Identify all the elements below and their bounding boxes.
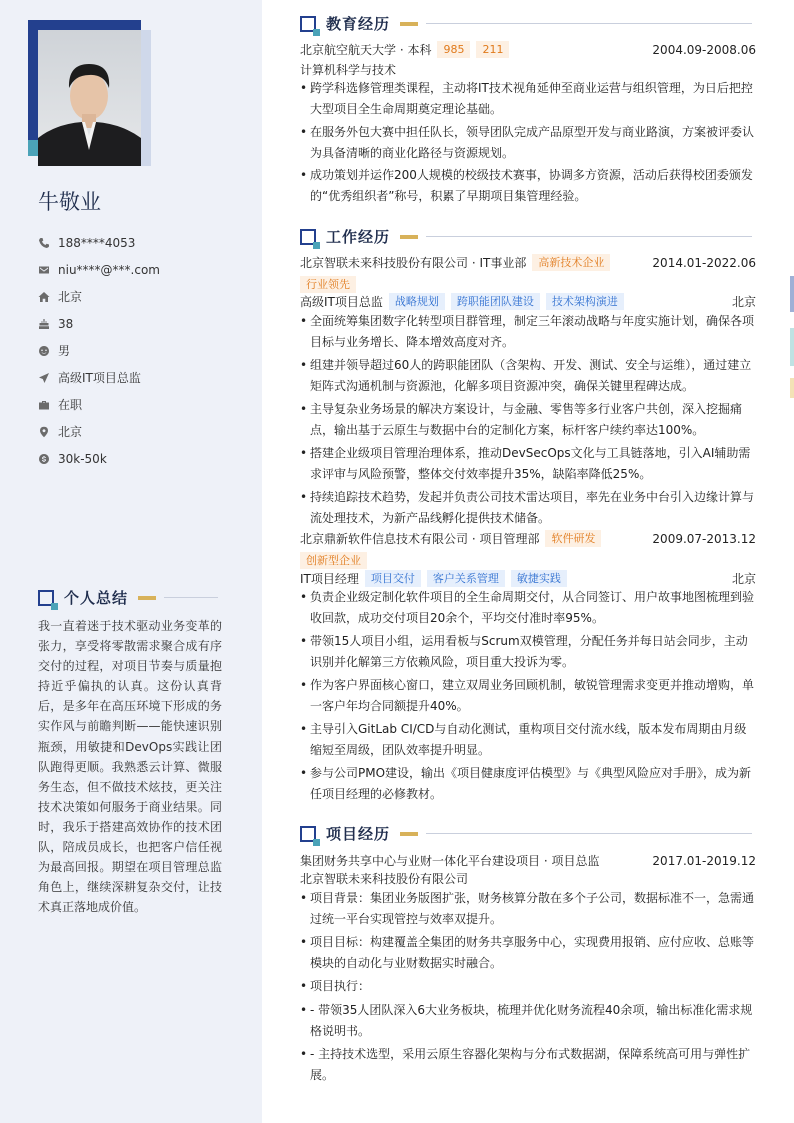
job-bullet: • 主导引入GitLab CI/CD与自动化测试，重构项目交付流水线，版本发布周期由月级缩短至周级，团队效率提升明显。 [300, 719, 756, 760]
education-section-header [300, 13, 752, 34]
projects-title: 项目经历 [326, 825, 391, 843]
section-gold-bar [400, 22, 418, 26]
status-text: 在职 [58, 398, 83, 412]
education-bullet: • 在服务外包大赛中担任队长，领导团队完成产品原型开发与商业路演，方案被评委认为具备清晰的商业化路径与资源规划。 [300, 122, 756, 163]
job-city: 北京 [731, 572, 756, 586]
job-row [38, 364, 160, 391]
phone-text: 188****4053 [58, 235, 136, 250]
job-date: 2014.01-2022.06 [652, 255, 756, 270]
summary-title: 个人总结 [64, 589, 129, 607]
school-tag: 985 [437, 41, 470, 58]
job-tag-row [300, 276, 756, 293]
education-bullet: • 跨学科选修管理类课程，主动将IT技术视角延伸至商业运营与组织管理，为日后把控大型项目全生命周期奠定理论基础。 [300, 78, 756, 119]
section-square-icon [300, 16, 316, 32]
project-bullet: • 项目执行： [300, 976, 756, 997]
job-city: 北京 [731, 295, 756, 309]
skill-tag: 跨职能团队建设 [451, 293, 540, 310]
email-text: niu****@***.com [58, 262, 160, 277]
company-name: 北京鼎新软件信息技术有限公司 · 项目管理部 [300, 532, 540, 546]
job-tag-row [300, 552, 756, 569]
school-name: 北京航空航天大学 · 本科 [300, 43, 432, 57]
section-gold-bar [400, 235, 418, 239]
education-title: 教育经历 [326, 15, 391, 33]
job-text: 高级IT项目总监 [58, 371, 141, 385]
status-row [38, 391, 160, 418]
job-header-row [300, 254, 756, 271]
section-square-icon [38, 590, 54, 606]
section-gold-bar [138, 596, 156, 600]
company-tag: 软件研发 [545, 530, 601, 547]
gender-row [38, 337, 160, 364]
avatar [38, 30, 141, 166]
company-tag: 行业领先 [300, 276, 356, 293]
job-header-row [300, 530, 756, 547]
job-bullet: • 主导复杂业务场景的解决方案设计，与金融、零售等多行业客户共创，深入挖掘痛点，输出基于云原生与数据中台的定制化方案，标杆客户续约率达100%。 [300, 399, 756, 440]
section-square-icon [300, 229, 316, 245]
school-tag: 211 [476, 41, 509, 58]
cake-icon [38, 318, 50, 330]
map-pin-icon [38, 426, 50, 438]
project-company: 北京智联未来科技股份有限公司 [300, 872, 469, 886]
skill-tag: 项目交付 [365, 570, 421, 587]
project-bullet: • - 带领35人团队深入6大业务板块，梳理并优化财务流程40余项，输出标准化需求规格说明书。 [300, 1000, 756, 1041]
edge-marker [790, 328, 794, 366]
skill-tag: 技术架构演进 [546, 293, 624, 310]
contact-info [38, 229, 160, 472]
job-bullet: • 持续追踪技术趋势，发起并负责公司技术雷达项目，率先在业务中台引入边缘计算与流处理技术，为新产品线孵化提供技术储备。 [300, 487, 756, 528]
section-divider [426, 23, 752, 24]
briefcase-icon [38, 399, 50, 411]
education-date: 2004.09-2008.06 [652, 42, 756, 57]
profile-photo [28, 20, 152, 166]
company-name: 北京智联未来科技股份有限公司 · IT事业部 [300, 256, 527, 270]
section-square-icon [300, 826, 316, 842]
summary-section-header [38, 587, 218, 608]
project-name: 集团财务共享中心与业财一体化平台建设项目 · 项目总监 [300, 854, 600, 868]
job-position-row [300, 570, 756, 587]
project-bullet: • 项目目标：构建覆盖全集团的财务共享服务中心，实现费用报销、应付应收、总账等模块的自动化与业财数据实时融合。 [300, 932, 756, 973]
skill-tag: 敏捷实践 [511, 570, 567, 587]
project-bullet: • 项目背景：集团业务版图扩张，财务核算分散在多个子公司，数据标准不一，急需通过统一平台实现管控与效率双提升。 [300, 888, 756, 929]
edge-marker [790, 276, 794, 312]
age-row [38, 310, 160, 337]
skill-tag: 战略规划 [389, 293, 445, 310]
projects-section-header [300, 823, 752, 844]
job-bullet: • 作为客户界面核心窗口，建立双周业务回顾机制，敏锐管理需求变更并推动增购，单一客户年均合同额提升40%。 [300, 675, 756, 716]
person-face-icon [38, 345, 50, 357]
salary-text: 30k-50k [58, 451, 107, 466]
job-bullet: • 负责企业级定制化软件项目的全生命周期交付，从合同签订、用户故事地图梳理到验收回款，成功交付项目20余个，平均交付准时率95%。 [300, 587, 756, 628]
sidebar [0, 0, 262, 1123]
skill-tag: 客户关系管理 [427, 570, 505, 587]
section-divider [426, 236, 752, 237]
section-divider [426, 833, 752, 834]
job-date: 2009.07-2013.12 [652, 531, 756, 546]
major-name: 计算机科学与技术 [300, 63, 397, 77]
target-city-text: 北京 [58, 425, 83, 439]
salary-row [38, 445, 160, 472]
edge-marker [790, 378, 794, 398]
send-icon [38, 372, 50, 384]
position-name: IT项目经理 [300, 572, 359, 586]
education-bullet: • 成功策划并运作200人规模的校级技术赛事，协调多方资源，活动后获得校团委颁发的“优秀组织者”称号，积累了早期项目集管理经验。 [300, 165, 756, 206]
company-tag: 创新型企业 [300, 552, 367, 569]
job-position-row [300, 293, 756, 310]
phone-row [38, 229, 160, 256]
company-tag: 高新技术企业 [532, 254, 610, 271]
job-bullet: • 搭建企业级项目管理治理体系，推动DevSecOps文化与工具链落地，引入AI辅助需求评审与风险预警，整体交付效率提升35%，缺陷率降低25%。 [300, 443, 756, 484]
summary-text: 我一直着迷于技术驱动业务变革的张力，享受将零散需求聚合成有序交付的过程，对项目节奏与质量抱持近乎偏执的认真。这份认真背后，是多年在高压环境下形成的务实作风与前瞻判断——能快速识别瓶颈，用敏捷和DevOps实践让团队跑得更顺。我熟悉云计算、微服务生态，但不做技术炫技，更关注技术决策如何服务于商业结果。同时，我乐于搭建高效协作的技术团队，陪成员成长，也把客户信任视为最高回报。期望在项目管理总监角色上，继续深耕复杂交付，让技术真正落地成价值。 [38, 619, 222, 915]
project-company-row [300, 870, 756, 887]
location-text: 北京 [58, 290, 83, 304]
section-gold-bar [400, 832, 418, 836]
target-city-row [38, 418, 160, 445]
job-bullet: • 带领15人项目小组，运用看板与Scrum双模管理，分配任务并每日站会同步，主动识别并化解第三方依赖风险，项目重大投诉为零。 [300, 631, 756, 672]
age-text: 38 [58, 316, 74, 331]
profile-name: 牛敬业 [38, 190, 101, 214]
project-header-row [300, 852, 756, 869]
work-section-header [300, 226, 752, 247]
section-divider [164, 597, 218, 598]
work-title: 工作经历 [326, 228, 391, 246]
job-bullet: • 全面统筹集团数字化转型项目群管理，制定三年滚动战略与年度实施计划，确保各项目标与业务增长、降本增效高度对齐。 [300, 311, 756, 352]
home-icon [38, 291, 50, 303]
mail-icon [38, 264, 50, 276]
email-row [38, 256, 160, 283]
job-bullet: • 组建并领导超过60人的跨职能团队（含架构、开发、测试、安全与运维），通过建立矩阵式沟通机制与资源池，化解多项目资源冲突，确保关键里程碑达成。 [300, 355, 756, 396]
gender-text: 男 [58, 344, 71, 358]
phone-icon [38, 237, 50, 249]
project-bullet: • - 主持技术选型，采用云原生容器化架构与分布式数据湖，保障系统高可用与弹性扩展。 [300, 1044, 756, 1085]
job-bullet: • 参与公司PMO建设，输出《项目健康度评估模型》与《典型风险应对手册》，成为新任项目经理的必修教材。 [300, 763, 756, 804]
position-name: 高级IT项目总监 [300, 295, 383, 309]
money-icon [38, 453, 50, 465]
education-header-row [300, 41, 756, 58]
location-row [38, 283, 160, 310]
education-major-row [300, 61, 756, 78]
project-date: 2017.01-2019.12 [652, 853, 756, 868]
